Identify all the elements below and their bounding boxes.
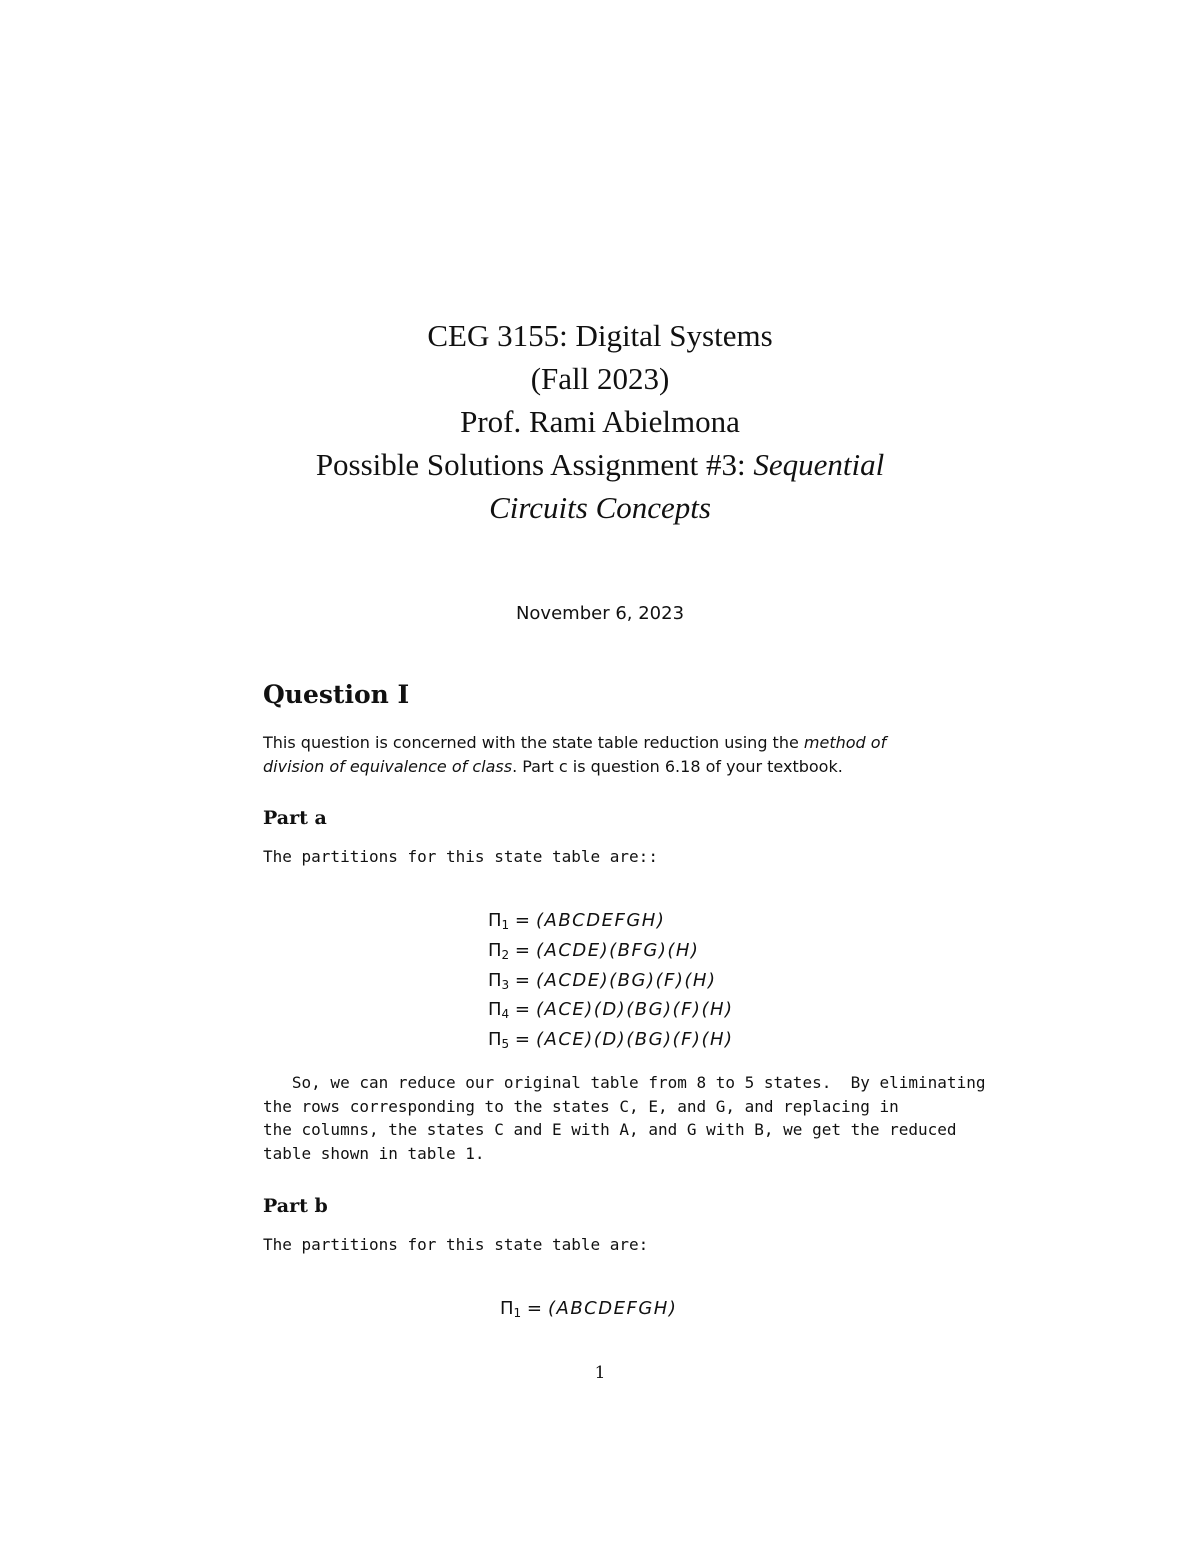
part-a-heading: Part a (263, 807, 327, 829)
partition-lhs: $\Pi_1$ = (488, 910, 530, 932)
part-a-conclusion-line-2: the rows corresponding to the states C, E, and G, and replacing in (263, 1097, 899, 1116)
partition-rhs: (ABCDEFGH) (536, 910, 666, 931)
part-b-lead: The partitions for this state table are: (263, 1235, 649, 1254)
part-a-conclusion-line-1: So, we can reduce our original table from 8 to 5 states. By eliminating (263, 1073, 986, 1092)
question-intro-line-1 (263, 731, 886, 755)
title-term: (Fall 2023) (530, 361, 670, 396)
title-assignment-plain: Possible Solutions Assignment #3: (315, 447, 754, 482)
partition-rhs: (ACDE)(BFG)(H) (536, 940, 700, 961)
partition-rhs: (ACDE)(BG)(F)(H) (536, 970, 717, 991)
part-a-conclusion-line-3: the columns, the states C and E with A, and G with B, we get the reduced (263, 1120, 957, 1139)
partition-lhs: $\Pi_1$ = (500, 1298, 542, 1320)
title-assignment (0, 447, 1200, 483)
partition-lhs: $\Pi_4$ = (488, 999, 530, 1021)
part-a-lead: The partitions for this state table are:: (263, 847, 658, 866)
part-b-heading: Part b (263, 1195, 328, 1217)
partition-lhs: $\Pi_2$ = (488, 940, 530, 962)
intro-italic-2: division of equivalence of class (263, 757, 513, 776)
question-intro-line-2 (263, 755, 843, 779)
title-assignment-italic: Sequential (753, 447, 885, 482)
partition-rhs: (ABCDEFGH) (548, 1298, 678, 1319)
intro-plain-2: . Part c is question 6.18 of your textbook. (512, 757, 843, 776)
intro-italic-1: method of (803, 733, 887, 752)
title-assignment-continued (0, 490, 1200, 526)
title-course: CEG 3155: Digital Systems (427, 318, 773, 353)
partition-lhs: $\Pi_5$ = (488, 1029, 530, 1051)
part-a-conclusion-line-4: table shown in table 1. (263, 1144, 485, 1163)
partition-rhs: (ACE)(D)(BG)(F)(H) (536, 999, 734, 1020)
partition-lhs: $\Pi_3$ = (488, 970, 530, 992)
question-heading: Question I (263, 680, 410, 709)
title-professor: Prof. Rami Abielmona (460, 404, 740, 439)
partition-rhs: (ACE)(D)(BG)(F)(H) (536, 1029, 734, 1050)
title-assignment-italic-2: Circuits Concepts (489, 490, 711, 525)
intro-plain-1: This question is concerned with the state table reduction using the (263, 733, 804, 752)
page-number: 1 (594, 1363, 606, 1383)
document-date: November 6, 2023 (515, 603, 685, 624)
